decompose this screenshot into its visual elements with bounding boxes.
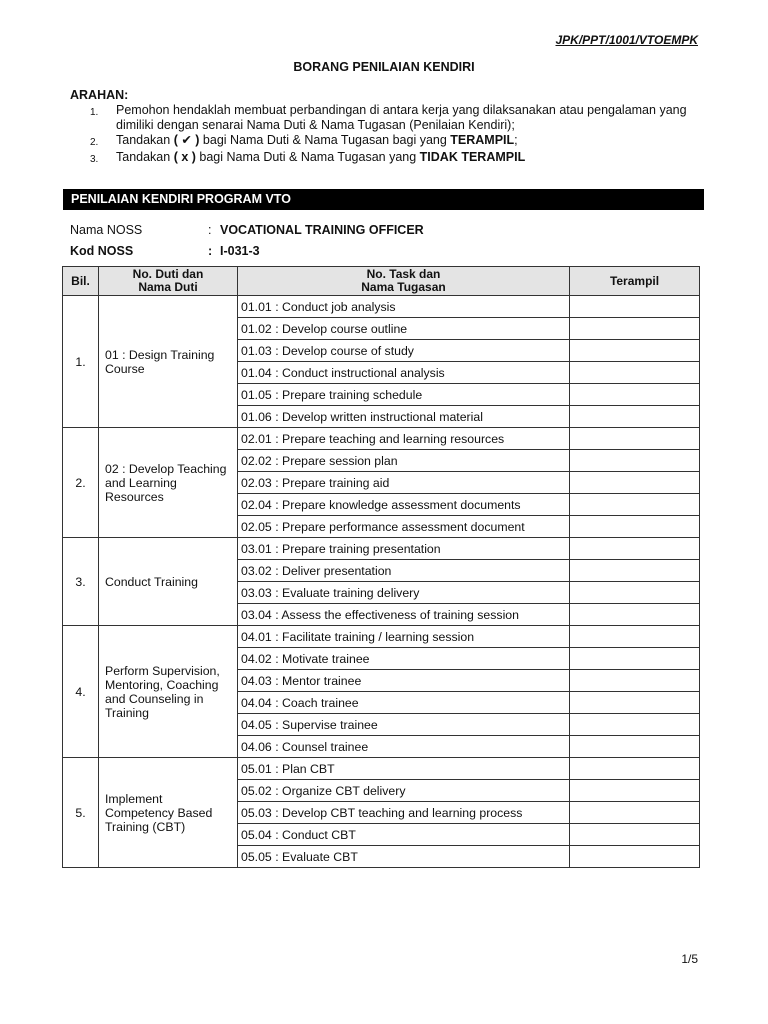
cross-mark-symbol: ( x ) xyxy=(173,150,196,164)
terampil-checkbox-cell[interactable] xyxy=(570,626,700,648)
check-mark-symbol: ( ✔ ) xyxy=(173,133,200,147)
terampil-checkbox-cell[interactable] xyxy=(570,450,700,472)
task-cell: 01.03 : Develop course of study xyxy=(238,340,570,362)
instruction-item xyxy=(90,103,690,133)
duty-number-cell: 1. xyxy=(63,296,99,428)
terampil-checkbox-cell[interactable] xyxy=(570,318,700,340)
noss-name-value: VOCATIONAL TRAINING OFFICER xyxy=(220,223,424,237)
task-cell: 01.02 : Develop course outline xyxy=(238,318,570,340)
terampil-checkbox-cell[interactable] xyxy=(570,472,700,494)
task-cell: 03.01 : Prepare training presentation xyxy=(238,538,570,560)
tidak-terampil-emphasis: TIDAK TERAMPIL xyxy=(419,150,526,164)
self-assessment-table xyxy=(62,266,700,868)
instruction-text-part: Tandakan xyxy=(116,150,174,164)
task-cell: 05.03 : Develop CBT teaching and learning process xyxy=(238,802,570,824)
task-cell: 04.01 : Facilitate training / learning session xyxy=(238,626,570,648)
header-task xyxy=(238,267,570,296)
task-cell: 01.01 : Conduct job analysis xyxy=(238,296,570,318)
task-cell: 04.02 : Motivate trainee xyxy=(238,648,570,670)
header-task-line: No. Task dan xyxy=(366,267,441,281)
duty-name-cell: Perform Supervision, Mentoring, Coaching and Counseling in Training xyxy=(99,626,238,758)
terampil-checkbox-cell[interactable] xyxy=(570,714,700,736)
terampil-checkbox-cell[interactable] xyxy=(570,846,700,868)
terampil-checkbox-cell[interactable] xyxy=(570,428,700,450)
task-cell: 05.01 : Plan CBT xyxy=(238,758,570,780)
task-cell: 02.01 : Prepare teaching and learning resources xyxy=(238,428,570,450)
page-number: 1/5 xyxy=(681,952,698,966)
instruction-number: 3. xyxy=(90,154,99,165)
table-header-row xyxy=(63,267,700,296)
document-title: BORANG PENILAIAN KENDIRI xyxy=(293,60,475,74)
duty-number-cell: 2. xyxy=(63,428,99,538)
table-row xyxy=(63,758,700,780)
document-reference: JPK/PPT/1001/VTOEMPK xyxy=(555,33,698,47)
terampil-checkbox-cell[interactable] xyxy=(570,384,700,406)
task-cell: 02.04 : Prepare knowledge assessment documents xyxy=(238,494,570,516)
instruction-text: Pemohon hendaklah membuat perbandingan di antara kerja yang dilaksanakan atau pengalaman yang dimiliki dengan senarai Nama Duti & Nama Tugasan (Penilaian Kendiri); xyxy=(116,103,687,132)
terampil-checkbox-cell[interactable] xyxy=(570,780,700,802)
instruction-text-part: ; xyxy=(514,133,518,147)
duty-number-cell: 4. xyxy=(63,626,99,758)
duty-number-cell: 3. xyxy=(63,538,99,626)
terampil-checkbox-cell[interactable] xyxy=(570,824,700,846)
task-cell: 03.04 : Assess the effectiveness of training session xyxy=(238,604,570,626)
task-cell: 03.03 : Evaluate training delivery xyxy=(238,582,570,604)
duty-name-cell: 01 : Design Training Course xyxy=(99,296,238,428)
terampil-checkbox-cell[interactable] xyxy=(570,340,700,362)
table-row xyxy=(63,428,700,450)
instruction-text xyxy=(116,133,690,150)
instructions-heading: ARAHAN: xyxy=(70,88,129,102)
task-cell: 04.06 : Counsel trainee xyxy=(238,736,570,758)
header-duty-line: No. Duti dan xyxy=(132,267,204,281)
header-task-line: Nama Tugasan xyxy=(361,280,446,294)
task-cell: 04.04 : Coach trainee xyxy=(238,692,570,714)
task-cell: 02.02 : Prepare session plan xyxy=(238,450,570,472)
task-cell: 05.05 : Evaluate CBT xyxy=(238,846,570,868)
instruction-text-part: bagi Nama Duti & Nama Tugasan bagi yang xyxy=(199,133,451,147)
terampil-checkbox-cell[interactable] xyxy=(570,406,700,428)
terampil-checkbox-cell[interactable] xyxy=(570,670,700,692)
header-duty-line: Nama Duti xyxy=(138,280,198,294)
task-cell: 02.03 : Prepare training aid xyxy=(238,472,570,494)
terampil-emphasis: TERAMPIL xyxy=(450,133,515,147)
instruction-number: 1. xyxy=(90,107,99,118)
header-duty xyxy=(99,267,238,296)
task-cell: 05.02 : Organize CBT delivery xyxy=(238,780,570,802)
header-terampil: Terampil xyxy=(570,267,700,296)
terampil-checkbox-cell[interactable] xyxy=(570,648,700,670)
task-cell: 04.03 : Mentor trainee xyxy=(238,670,570,692)
terampil-checkbox-cell[interactable] xyxy=(570,692,700,714)
instruction-number: 2. xyxy=(90,137,99,148)
instruction-text-part: Tandakan xyxy=(116,133,174,147)
terampil-checkbox-cell[interactable] xyxy=(570,604,700,626)
terampil-checkbox-cell[interactable] xyxy=(570,758,700,780)
noss-name-row xyxy=(70,223,424,237)
table-row xyxy=(63,538,700,560)
colon: : xyxy=(208,244,213,258)
terampil-checkbox-cell[interactable] xyxy=(570,516,700,538)
terampil-checkbox-cell[interactable] xyxy=(570,538,700,560)
table-row xyxy=(63,296,700,318)
task-cell: 04.05 : Supervise trainee xyxy=(238,714,570,736)
terampil-checkbox-cell[interactable] xyxy=(570,802,700,824)
instruction-text-part: bagi Nama Duti & Nama Tugasan yang xyxy=(195,150,420,164)
terampil-checkbox-cell[interactable] xyxy=(570,494,700,516)
noss-name-label: Nama NOSS xyxy=(70,223,143,237)
terampil-checkbox-cell[interactable] xyxy=(570,736,700,758)
duty-number-cell: 5. xyxy=(63,758,99,868)
task-cell: 01.05 : Prepare training schedule xyxy=(238,384,570,406)
colon: : xyxy=(208,223,212,237)
task-cell: 01.04 : Conduct instructional analysis xyxy=(238,362,570,384)
task-cell: 05.04 : Conduct CBT xyxy=(238,824,570,846)
section-title-bar: PENILAIAN KENDIRI PROGRAM VTO xyxy=(63,189,704,210)
instruction-item xyxy=(90,150,690,167)
instructions-list xyxy=(90,103,690,167)
duty-name-cell: 02 : Develop Teaching and Learning Resources xyxy=(99,428,238,538)
task-cell: 02.05 : Prepare performance assessment document xyxy=(238,516,570,538)
noss-code-row xyxy=(70,244,260,258)
terampil-checkbox-cell[interactable] xyxy=(570,582,700,604)
terampil-checkbox-cell[interactable] xyxy=(570,560,700,582)
task-cell: 03.02 : Deliver presentation xyxy=(238,560,570,582)
terampil-checkbox-cell[interactable] xyxy=(570,296,700,318)
duty-name-cell: Implement Competency Based Training (CBT) xyxy=(99,758,238,868)
duty-name-cell: Conduct Training xyxy=(99,538,238,626)
instruction-item xyxy=(90,133,690,150)
header-bil: Bil. xyxy=(63,267,99,296)
table-row xyxy=(63,626,700,648)
terampil-checkbox-cell[interactable] xyxy=(570,362,700,384)
noss-code-label: Kod NOSS xyxy=(70,244,134,258)
noss-code-value: I-031-3 xyxy=(220,244,260,258)
instruction-text xyxy=(116,150,690,167)
table-body xyxy=(63,296,700,868)
task-cell: 01.06 : Develop written instructional material xyxy=(238,406,570,428)
